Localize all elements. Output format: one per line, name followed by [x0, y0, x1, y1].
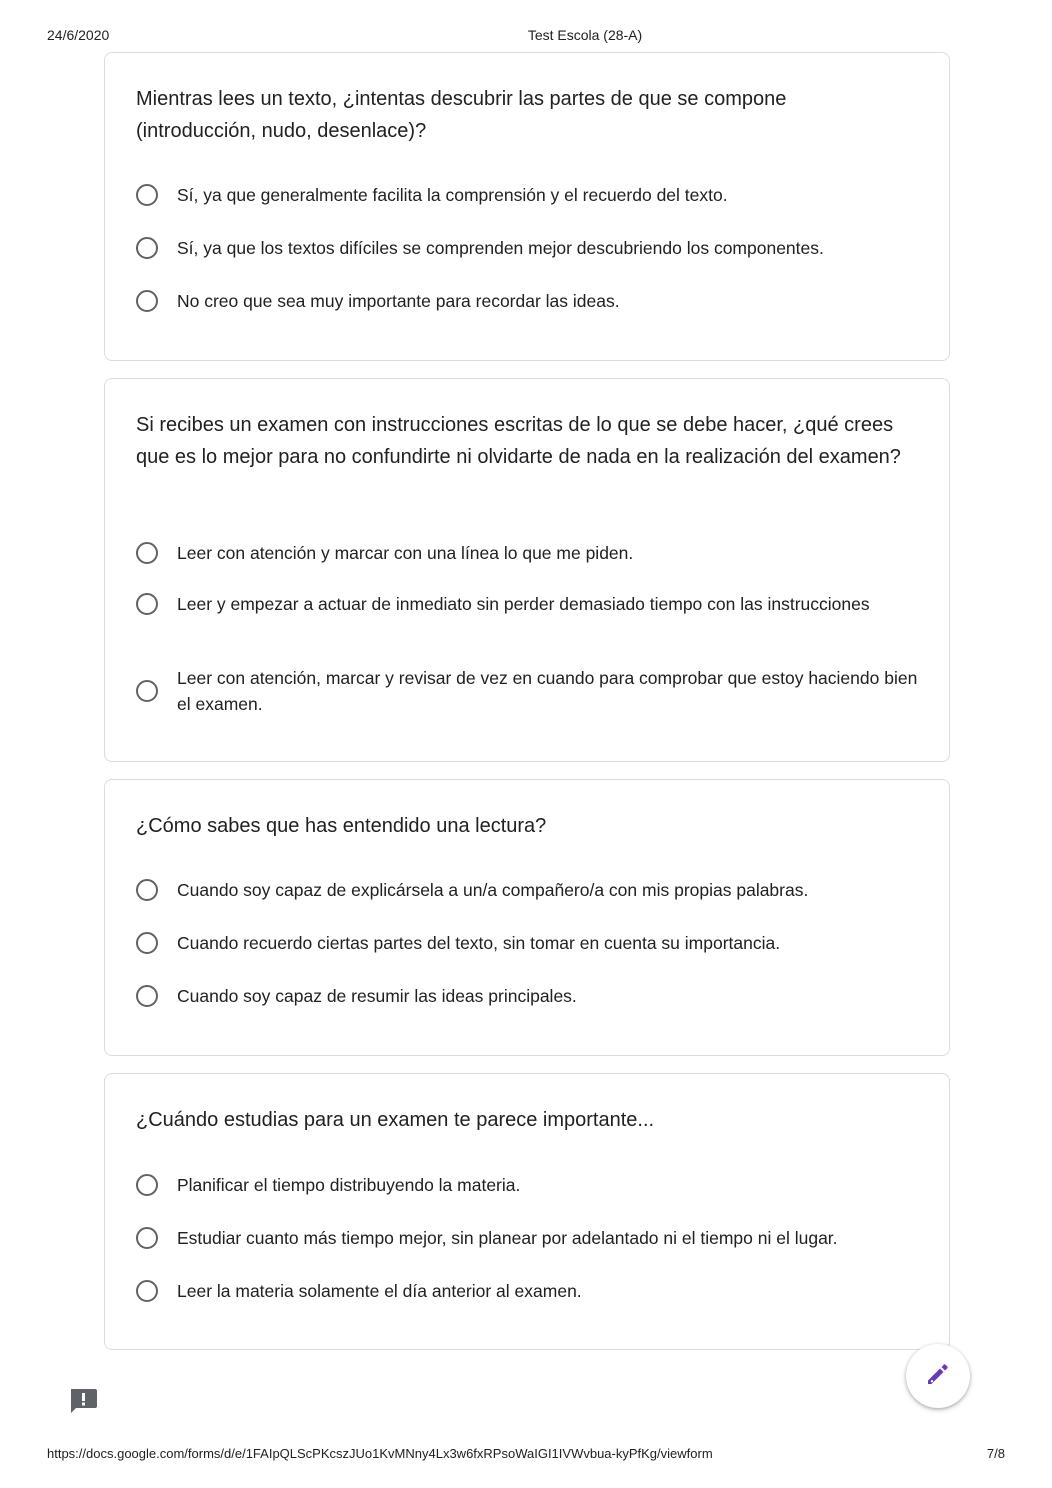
radio-button[interactable] — [136, 879, 158, 901]
radio-option[interactable] — [136, 591, 919, 617]
print-title: Test Escola (28-A) — [527, 27, 643, 43]
radio-option[interactable] — [136, 235, 919, 261]
option-label: Sí, ya que los textos difíciles se comprenden mejor descubriendo los componentes. — [177, 238, 824, 258]
question-title: Mientras lees un texto, ¿intentas descubrir las partes de que se compone (introducción, nudo, desenlace)? — [136, 88, 787, 142]
radio-button[interactable] — [136, 237, 158, 259]
radio-option[interactable] — [136, 930, 919, 956]
radio-button[interactable] — [136, 1280, 158, 1302]
print-url: https://docs.google.com/forms/d/e/1FAIpQLScPKcszJUo1KvMNny4Lx3w6fxRPsoWaIGI1IVWvbua-kyPfKg/viewform — [47, 1446, 713, 1461]
radio-button[interactable] — [136, 985, 158, 1007]
radio-option[interactable] — [136, 288, 919, 314]
radio-option[interactable] — [136, 540, 919, 566]
radio-button[interactable] — [136, 932, 158, 954]
option-label: Leer la materia solamente el día anterior al examen. — [177, 1281, 582, 1301]
option-label: Cuando soy capaz de resumir las ideas principales. — [177, 986, 577, 1006]
radio-button[interactable] — [136, 184, 158, 206]
option-label: Leer y empezar a actuar de inmediato sin perder demasiado tiempo con las instrucciones — [177, 594, 870, 614]
pencil-icon — [924, 1360, 952, 1393]
radio-button[interactable] — [136, 1174, 158, 1196]
radio-option[interactable] — [136, 182, 919, 208]
option-label: Leer con atención, marcar y revisar de vez en cuando para comprobar que estoy haciendo bien el examen. — [177, 668, 918, 714]
radio-button[interactable] — [136, 542, 158, 564]
question-card — [104, 378, 950, 762]
question-title: ¿Cómo sabes que has entendido una lectura? — [136, 815, 547, 837]
feedback-icon[interactable] — [68, 1387, 98, 1415]
question-title: Si recibes un examen con instrucciones escritas de lo que se debe hacer, ¿qué crees que es lo mejor para no confundirte ni olvidarte de nada en la realización del examen? — [136, 414, 901, 468]
question-card — [104, 779, 950, 1056]
radio-button[interactable] — [136, 680, 158, 702]
option-label: Cuando soy capaz de explicársela a un/a compañero/a con mis propias palabras. — [177, 880, 809, 900]
radio-option[interactable] — [136, 1278, 919, 1304]
radio-option[interactable] — [136, 1172, 919, 1198]
option-label: Planificar el tiempo distribuyendo la materia. — [177, 1175, 521, 1195]
question-card — [104, 1073, 950, 1350]
option-label: Leer con atención y marcar con una línea lo que me piden. — [177, 543, 634, 563]
option-label: Cuando recuerdo ciertas partes del texto, sin tomar en cuenta su importancia. — [177, 933, 781, 953]
question-title: ¿Cuándo estudias para un examen te parece importante... — [136, 1109, 655, 1131]
radio-button[interactable] — [136, 290, 158, 312]
option-label: Sí, ya que generalmente facilita la comprensión y el recuerdo del texto. — [177, 185, 728, 205]
question-card — [104, 52, 950, 361]
print-date: 24/6/2020 — [47, 27, 110, 43]
radio-button[interactable] — [136, 593, 158, 615]
radio-option[interactable] — [136, 1225, 919, 1251]
option-label: Estudiar cuanto más tiempo mejor, sin planear por adelantado ni el tiempo ni el lugar. — [177, 1228, 838, 1248]
option-label: No creo que sea muy importante para recordar las ideas. — [177, 291, 620, 311]
radio-option[interactable] — [136, 983, 919, 1009]
page-number: 7/8 — [986, 1446, 1005, 1461]
radio-option[interactable] — [136, 877, 919, 903]
edit-button[interactable] — [906, 1344, 970, 1408]
radio-option[interactable] — [136, 665, 919, 717]
radio-button[interactable] — [136, 1227, 158, 1249]
